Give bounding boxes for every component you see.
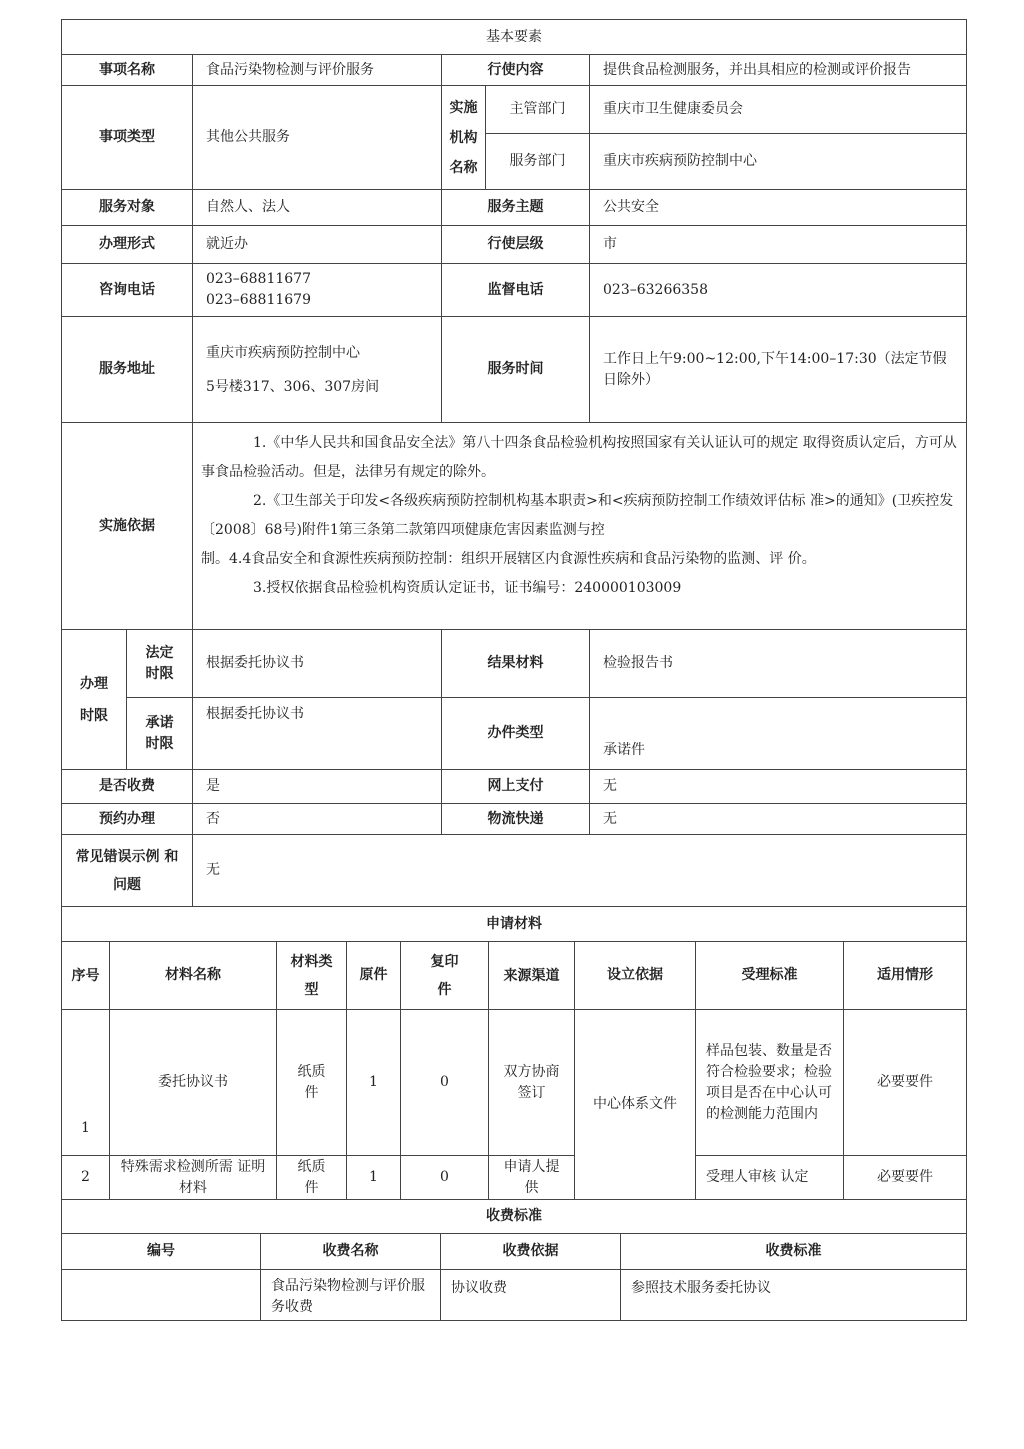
supervise-phone-value: 023–63266358: [590, 264, 967, 317]
col-header-original: 原件: [347, 942, 401, 1010]
faq-label: 常见错误示例 和问题: [62, 835, 193, 907]
fee-header-standard: 收费标准: [621, 1234, 967, 1270]
fee-header-name: 收费名称: [261, 1234, 441, 1270]
online-pay-label: 网上支付: [442, 770, 590, 804]
basis-label: 实施依据: [62, 423, 193, 630]
basis-item-2: 2.《卫生部关于印发<各级疾病预防控制机构基本职责>和<疾病预防控制工作绩效评估标 准>的通知》(卫疾控发〔2008〕68号)附件1第三条第二款第四项健康危害因素监测与控: [201, 493, 954, 538]
service-time-value: 工作日上午9:00~12:00,下午14:00–17:30（法定节假日除外）: [590, 317, 967, 423]
impl-org-label: [442, 86, 486, 190]
col-header-source: 来源渠道: [489, 942, 575, 1010]
col-header-applicable: 适用情形: [844, 942, 967, 1010]
document-page: [61, 19, 966, 1321]
row-name: 特殊需求检测所需 证明材料: [110, 1156, 277, 1200]
impl-org-label-line-3: 名称: [449, 159, 478, 176]
section-title-fees: 收费标准: [62, 1200, 967, 1234]
handling-form-value: 就近办: [193, 226, 442, 264]
promise-limit-label: [127, 698, 193, 770]
case-type-label: 办件类型: [442, 698, 590, 770]
charge-label: 是否收费: [62, 770, 193, 804]
legal-limit-label: [127, 630, 193, 698]
case-type-value: 承诺件: [590, 698, 967, 770]
row-copy: 0: [401, 1156, 489, 1200]
row-no: 1: [62, 1010, 110, 1156]
online-pay-value: 无: [590, 770, 967, 804]
service-theme-label: 服务主题: [442, 190, 590, 226]
appointment-label: 预约办理: [62, 804, 193, 835]
logistics-value: 无: [590, 804, 967, 835]
legal-limit-value: 根据委托协议书: [193, 630, 442, 698]
exercise-level-value: 市: [590, 226, 967, 264]
row-applicable: 必要要件: [844, 1156, 967, 1200]
promise-limit-label-line-2: 时限: [145, 735, 174, 752]
section-title-basic: 基本要素: [62, 20, 967, 55]
consult-phone-2: 023–68811679: [206, 292, 311, 308]
competent-dept-value: 重庆市卫生健康委员会: [590, 86, 967, 134]
promise-limit-label-line-1: 承诺: [145, 714, 174, 731]
item-type-label: 事项类型: [62, 86, 193, 190]
fee-row-standard: 参照技术服务委托协议: [621, 1270, 967, 1321]
row-source: 申请人提供: [489, 1156, 575, 1200]
fee-header-no: 编号: [62, 1234, 261, 1270]
result-material-value: 检验报告书: [590, 630, 967, 698]
exercise-content-label: 行使内容: [442, 55, 590, 86]
row-basis: 中心体系文件: [575, 1010, 696, 1200]
handling-form-label: 办理形式: [62, 226, 193, 264]
impl-org-label-line-1: 实施: [449, 99, 478, 116]
legal-limit-label-line-1: 法定: [145, 644, 174, 661]
row-original: 1: [347, 1156, 401, 1200]
service-address-value: [193, 317, 442, 423]
row-standard: 受理人审核 认定: [696, 1156, 844, 1200]
time-limit-label: [62, 630, 127, 770]
fee-row-no: [62, 1270, 261, 1321]
legal-limit-label-line-2: 时限: [145, 665, 174, 682]
col-header-no: 序号: [62, 942, 110, 1010]
row-applicable: 必要要件: [844, 1010, 967, 1156]
promise-limit-value: 根据委托协议书: [193, 698, 442, 770]
basic-elements-table: [61, 19, 967, 942]
row-copy: 0: [401, 1010, 489, 1156]
basis-content: [193, 423, 967, 630]
row-original: 1: [347, 1010, 401, 1156]
col-header-name: 材料名称: [110, 942, 277, 1010]
fee-row-name: 食品污染物检测与评价服务收费: [261, 1270, 441, 1321]
materials-table: [61, 941, 967, 1234]
basis-item-2-cont: 制。4.4食品安全和食源性疾病预防控制：组织开展辖区内食源性疾病和食品污染物的监测、评 价。: [201, 551, 816, 567]
service-address-label: 服务地址: [62, 317, 193, 423]
col-header-type: 材料类型: [277, 942, 347, 1010]
table-row: [62, 1156, 967, 1200]
exercise-level-label: 行使层级: [442, 226, 590, 264]
time-limit-label-line-1: 办理: [80, 675, 108, 692]
row-no: 2: [62, 1156, 110, 1200]
section-title-materials: 申请材料: [62, 907, 967, 942]
fee-header-basis: 收费依据: [441, 1234, 621, 1270]
logistics-label: 物流快递: [442, 804, 590, 835]
supervise-phone-label: 监督电话: [442, 264, 590, 317]
consult-phone-label: 咨询电话: [62, 264, 193, 317]
charge-value: 是: [193, 770, 442, 804]
item-name-value: 食品污染物检测与评价服务: [193, 55, 442, 86]
impl-org-label-line-2: 机构: [449, 129, 478, 146]
col-header-standard: 受理标准: [696, 942, 844, 1010]
competent-dept-label: 主管部门: [486, 86, 590, 134]
service-dept-value: 重庆市疾病预防控制中心: [590, 134, 967, 190]
col-header-copy: 复印件: [401, 942, 489, 1010]
basis-item-3: 3.授权依据食品检验机构资质认定证书，证书编号：240000103009: [253, 580, 682, 596]
faq-value: 无: [193, 835, 967, 907]
consult-phone-1: 023–68811677: [206, 271, 311, 287]
service-target-value: 自然人、法人: [193, 190, 442, 226]
result-material-label: 结果材料: [442, 630, 590, 698]
fee-row-basis: 协议收费: [441, 1270, 621, 1321]
table-row: [62, 1270, 967, 1321]
row-type: 纸质件: [277, 1010, 347, 1156]
service-theme-value: 公共安全: [590, 190, 967, 226]
time-limit-label-line-2: 时限: [80, 707, 108, 724]
consult-phone-value: [193, 264, 442, 317]
fees-table: [61, 1233, 967, 1321]
row-source: 双方协商签订: [489, 1010, 575, 1156]
service-time-label: 服务时间: [442, 317, 590, 423]
appointment-value: 否: [193, 804, 442, 835]
row-name: 委托协议书: [110, 1010, 277, 1156]
service-address-line-1: 重庆市疾病预防控制中心: [206, 344, 360, 361]
exercise-content-value: 提供食品检测服务，并出具相应的检测或评价报告: [590, 55, 967, 86]
basis-item-1: 1.《中华人民共和国食品安全法》第八十四条食品检验机构按照国家有关认证认可的规定 取得资质认定后，方可从事食品检验活动。但是，法律另有规定的除外。: [201, 435, 957, 480]
item-name-label: 事项名称: [62, 55, 193, 86]
service-target-label: 服务对象: [62, 190, 193, 226]
service-dept-label: 服务部门: [486, 134, 590, 190]
row-standard: 样品包装、数量是否符合检验要求；检验项目是否在中心认可的检测能力范围内: [696, 1010, 844, 1156]
table-row: [62, 1010, 967, 1156]
service-address-line-2: 5号楼317、306、307房间: [206, 378, 380, 395]
row-type: 纸质件: [277, 1156, 347, 1200]
item-type-value: 其他公共服务: [193, 86, 442, 190]
col-header-basis: 设立依据: [575, 942, 696, 1010]
